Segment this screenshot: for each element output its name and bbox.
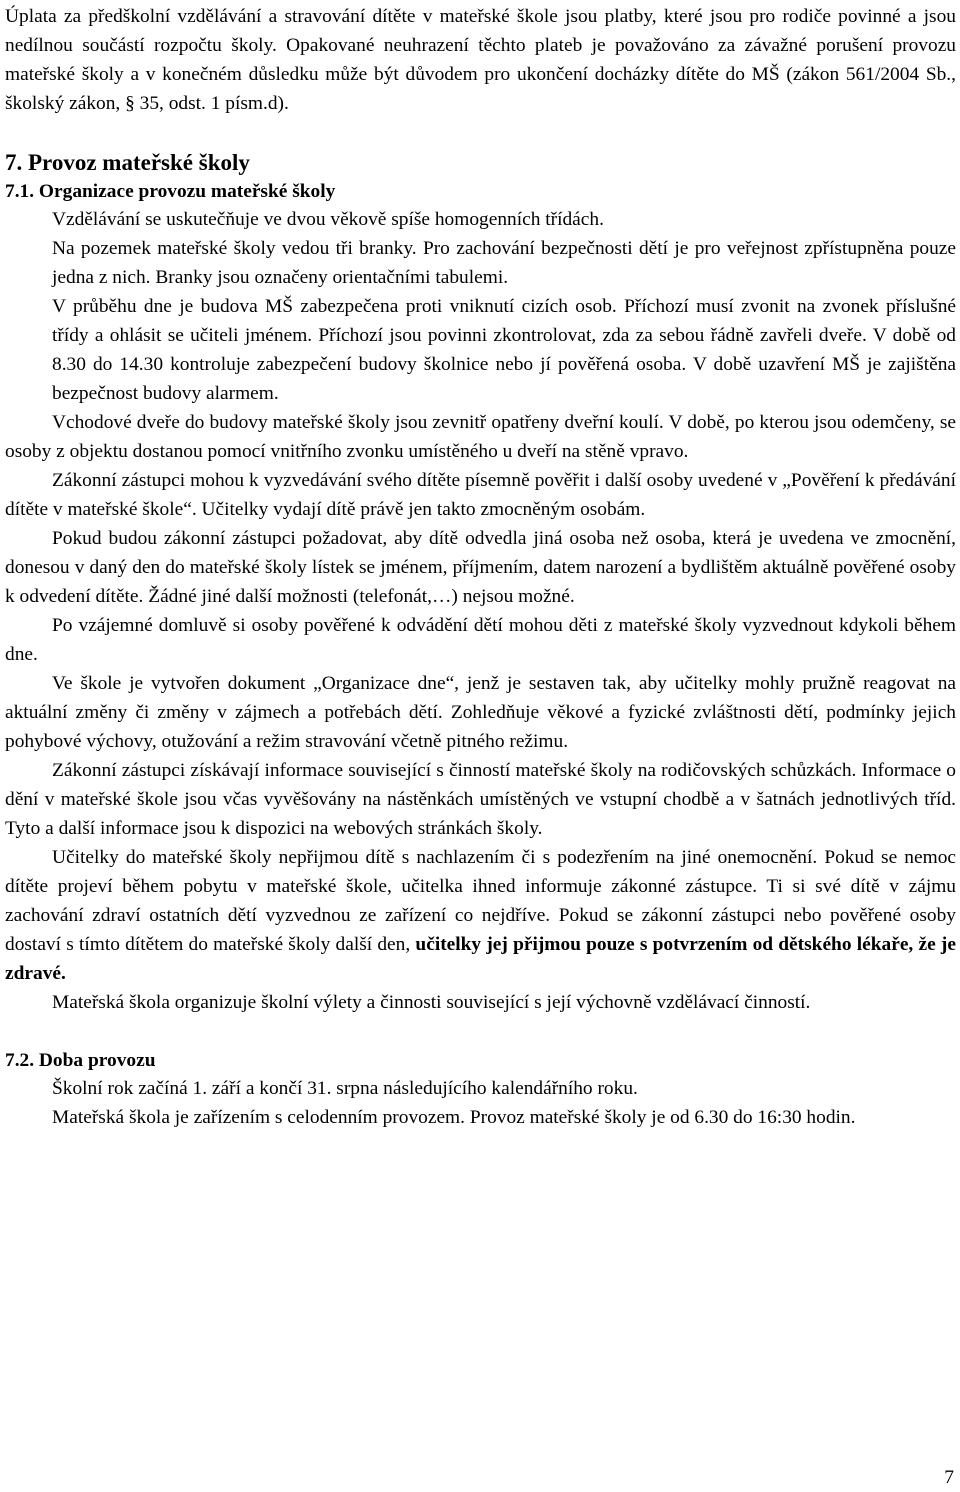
- document-body: [5, 2, 956, 1132]
- paragraph-7-1-2-text: Na pozemek mateřské školy vedou tři branky. Pro zachování bezpečnosti dětí je pro veřejnost zpřístupněna pouze jedna z nich. Branky jsou označeny orientačními tabulemi.: [52, 238, 956, 288]
- paragraph-7-1-5: Zákonní zástupci mohou k vyzvedávání svého dítěte písemně pověřit i další osoby uvedené v „Pověření k předávání dítěte v mateřské škole“. Učitelky vydají dítě právě jen takto zmocněným osobám.: [5, 470, 956, 520]
- paragraph-7-1-10-bold: učitelky jej přijmou pouze s potvrzením od dětského lékaře, že je zdravé.: [5, 934, 956, 984]
- section-7-heading: 7. Provoz mateřské školy: [5, 150, 250, 175]
- section-7-2-heading: 7.2. Doba provozu: [5, 1050, 156, 1071]
- paragraph-7-1-2: [5, 234, 956, 292]
- paragraph-7-1-10: [5, 843, 956, 988]
- intro-paragraph: Úplata za předškolní vzdělávání a stravování dítěte v mateřské škole jsou platby, které jsou pro rodiče povinné a jsou nedílnou součástí rozpočtu školy. Opakované neuhrazení těchto plateb je považováno za závažné porušení provozu mateřské školy a v konečném důsledku může být důvodem pro ukončení docházky dítěte do MŠ (zákon 561/2004 Sb., školský zákon, § 35, odst. 1 písm.d).: [5, 6, 956, 114]
- paragraph-7-1-1: Vzdělávání se uskutečňuje ve dvou věkově spíše homogenních třídách.: [52, 209, 604, 230]
- paragraph-7-2-1: Školní rok začíná 1. září a končí 31. srpna následujícího kalendářního roku.: [52, 1078, 638, 1099]
- paragraph-7-1-9: Zákonní zástupci získávají informace související s činností mateřské školy na rodičovských schůzkách. Informace o dění v mateřské škole jsou včas vyvěšovány na nástěnkách umístěných ve vstupní chodbě a v šatnách jednotlivých tříd. Tyto a další informace jsou k dispozici na webových stránkách školy.: [5, 760, 956, 839]
- paragraph-7-1-3: V průběhu dne je budova MŠ zabezpečena proti vniknutí cizích osob. Příchozí musí zvonit na zvonek příslušné třídy a ohlásit se učiteli jménem. Příchozí jsou povinni zkontrolovat, zda za sebou řádně zavřeli dveře. V době od 8.30 do 14.30 kontroluje zabezpečení budovy školnice nebo jí pověřená osoba. V době uzavření MŠ je zajištěna bezpečnost budovy alarmem.: [52, 296, 956, 404]
- section-7-1-heading: 7.1. Organizace provozu mateřské školy: [5, 181, 336, 202]
- paragraph-7-1-8: Ve škole je vytvořen dokument „Organizace dne“, jenž je sestaven tak, aby učitelky mohly pružně reagovat na aktuální změny či změny v zájmech a potřebách dětí. Zohledňuje věkové a fyzické zvláštnosti dětí, podmínky jejich pohybové výchovy, otužování a režim stravování včetně pitného režimu.: [5, 673, 956, 752]
- paragraph-7-1-10-text: Učitelky do mateřské školy nepřijmou dítě s nachlazením či s podezřením na jiné onemocnění. Pokud se nemoc dítěte projeví během pobytu v mateřské škole, učitelka ihned informuje zákonné zástupce. Ti si své dítě v zájmu zachování zdraví ostatních dětí vyzvednou ze zařízení co nejdříve. Pokud se zákonní zástupci nebo pověřené osoby dostaví s tímto dítětem do mateřské školy další den,: [5, 847, 956, 955]
- page-number: 7: [944, 1467, 954, 1488]
- paragraph-7-1-6: Pokud budou zákonní zástupci požadovat, aby dítě odvedla jiná osoba než osoba, která je uvedena ve zmocnění, donesou v daný den do mateřské školy lístek se jménem, příjmením, datem narození a bydlištěm aktuálně pověřené osoby k odvedení dítěte. Žádné jiné další možnosti (telefonát,…) nejsou možné.: [5, 528, 956, 607]
- paragraph-7-1-7: Po vzájemné domluvě si osoby pověřené k odvádění dětí mohou děti z mateřské školy vyzvednout kdykoli během dne.: [5, 615, 956, 665]
- paragraph-7-1-4: Vchodové dveře do budovy mateřské školy jsou zevnitř opatřeny dveřní koulí. V době, po kterou jsou odemčeny, se osoby z objektu dostanou pomocí vnitřního zvonku umístěného u dveří na stěně vpravo.: [5, 412, 956, 462]
- paragraph-7-2-2: Mateřská škola je zařízením s celodenním provozem. Provoz mateřské školy je od 6.30 do 16:30 hodin.: [52, 1107, 856, 1128]
- paragraph-7-1-11: Mateřská škola organizuje školní výlety a činnosti související s její výchovně vzdělávací činností.: [52, 992, 811, 1013]
